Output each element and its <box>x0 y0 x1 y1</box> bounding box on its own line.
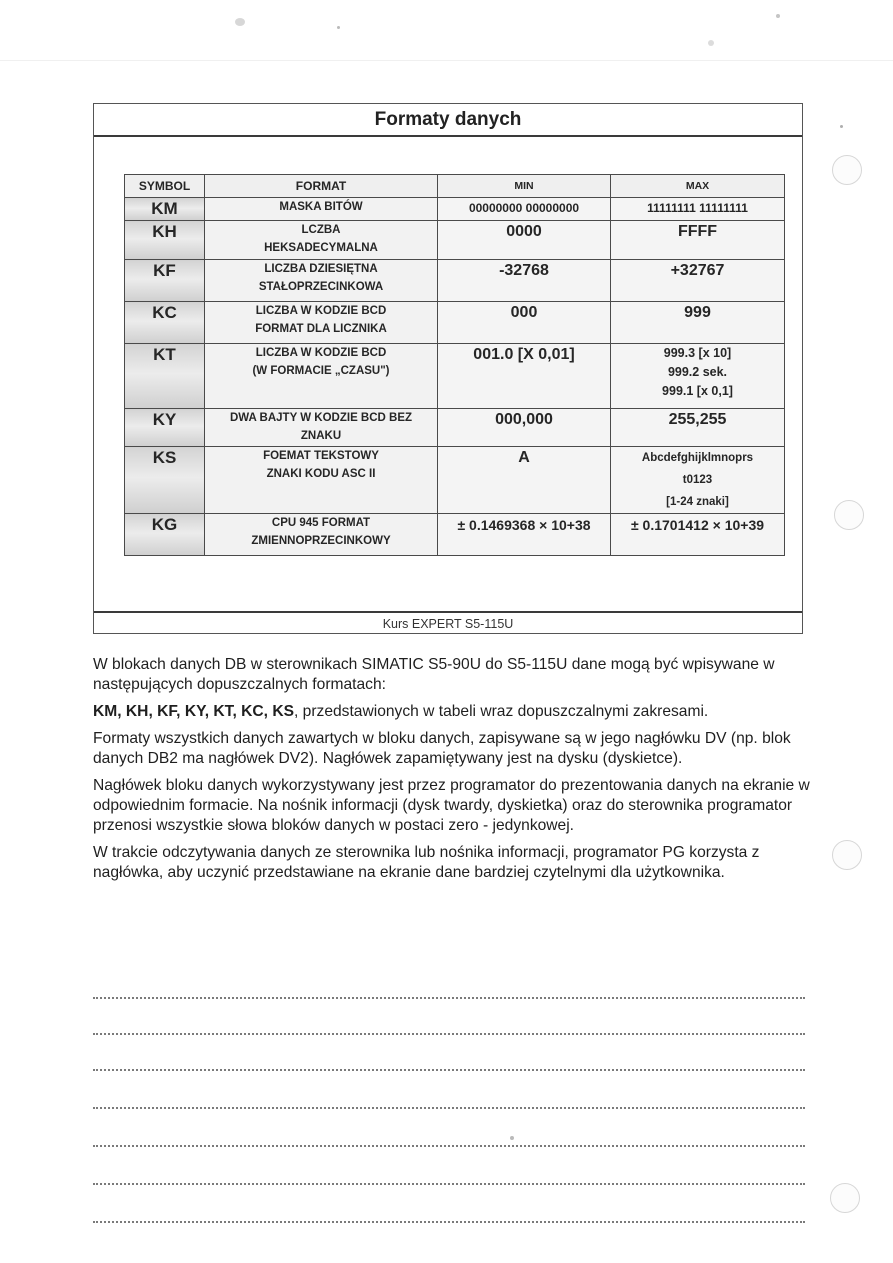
format-cell-line: (W FORMACIE „CZASU") <box>252 365 390 377</box>
max-cell-line: 999.3 [x 10] <box>663 346 732 360</box>
symbol-cell-line: KH <box>152 222 177 241</box>
max-cell-line: FFFF <box>677 223 718 240</box>
format-cell-line: HEKSADECYMALNA <box>264 242 378 254</box>
format-cell-line: LICZBA W KODZIE BCD <box>255 347 387 359</box>
format-cell-line: LCZBA <box>301 224 341 236</box>
format-cell-line: LICZBA W KODZIE BCD <box>255 305 387 317</box>
min-cell-line: 000 <box>510 304 538 321</box>
paragraph: W blokach danych DB w sterownikach SIMATIC S5-90U do S5-115U dane mogą być wpisywane w następujących dopuszczalnych formatach: <box>93 656 775 693</box>
format-cell-line: CPU 945 FORMAT <box>271 517 371 529</box>
scan-edge <box>0 0 893 61</box>
symbol-cell-line: KS <box>152 448 177 467</box>
min-cell <box>438 260 611 302</box>
max-cell-line: ± 0.1701412 × 10+39 <box>630 517 765 533</box>
table-body <box>125 198 785 556</box>
punch-hole <box>830 1183 860 1213</box>
table-row <box>125 409 785 447</box>
max-cell <box>611 514 785 556</box>
max-cell-line: Abcdefghijklmnoprs <box>641 452 754 464</box>
min-cell <box>438 447 611 514</box>
paragraph: Nagłówek bloku danych wykorzystywany jest przez programator do prezentowania danych na ekranie w odpowiednim formacie. Na nośnik informacji (dysk twardy, dyskietka) oraz do sterownika programator przenosi wszystkie słowa bloków danych w postaci zero - jedynkowej. <box>93 777 810 834</box>
format-list: KM, KH, KF, KY, KT, KC, KS <box>93 703 294 720</box>
format-cell <box>205 514 438 556</box>
body-text <box>93 655 813 890</box>
box-title: Formaty danych <box>94 104 802 137</box>
symbol-cell-line: KG <box>151 515 178 534</box>
format-cell <box>205 344 438 409</box>
format-cell <box>205 447 438 514</box>
data-formats-box <box>93 103 803 634</box>
symbol-cell <box>125 302 205 344</box>
min-cell <box>438 409 611 447</box>
max-cell <box>611 409 785 447</box>
symbol-cell <box>125 409 205 447</box>
paragraph-rest: , przedstawionych w tabeli wraz dopuszczalnymi zakresami. <box>294 703 709 720</box>
min-cell-line: ± 0.1469368 × 10+38 <box>457 517 591 533</box>
scan-speck <box>776 14 780 18</box>
symbol-cell <box>125 344 205 409</box>
symbol-cell-line: KM <box>151 199 178 218</box>
max-cell <box>611 221 785 260</box>
max-cell-line: +32767 <box>670 262 725 279</box>
punch-hole <box>834 500 864 530</box>
format-cell-line: ZNAKU <box>300 430 342 442</box>
table-row <box>125 514 785 556</box>
symbol-cell-line: KY <box>152 410 177 429</box>
format-cell-line: FOEMAT TEKSTOWY <box>263 450 379 462</box>
note-line <box>93 1221 805 1223</box>
min-cell <box>438 514 611 556</box>
note-line <box>93 1183 805 1185</box>
max-cell-line: 999.1 [x 0,1] <box>662 384 733 398</box>
scan-speck <box>840 125 843 128</box>
symbol-cell <box>125 514 205 556</box>
note-line <box>93 1069 805 1071</box>
note-line <box>93 1033 805 1035</box>
format-cell-line: ZMIENNOPRZECINKOWY <box>251 535 391 547</box>
format-cell-line: DWA BAJTY W KODZIE BCD BEZ <box>229 412 413 424</box>
symbol-cell <box>125 447 205 514</box>
scan-speck <box>337 26 340 29</box>
header-format: FORMAT <box>205 175 438 198</box>
note-line <box>93 1145 805 1147</box>
scan-speck <box>235 18 245 26</box>
min-cell-line: 0000 <box>506 223 542 240</box>
min-cell <box>438 302 611 344</box>
max-cell <box>611 447 785 514</box>
punch-hole <box>832 840 862 870</box>
min-cell-line: 00000000 00000000 <box>468 201 580 215</box>
table-row <box>125 302 785 344</box>
footer-rule <box>94 611 802 613</box>
format-cell <box>205 302 438 344</box>
symbol-cell <box>125 198 205 221</box>
box-footer: Kurs EXPERT S5-115U <box>382 617 514 631</box>
min-cell-line: A <box>518 449 530 466</box>
paragraph <box>93 702 813 722</box>
table-row <box>125 221 785 260</box>
min-cell-line: 001.0 [X 0,01] <box>473 346 575 363</box>
header-min: MIN <box>438 175 611 198</box>
max-cell <box>611 198 785 221</box>
format-cell-line: FORMAT DLA LICZNIKA <box>255 323 387 335</box>
max-cell-line: 999 <box>684 304 711 321</box>
symbol-cell-line: KC <box>152 303 177 322</box>
table-row <box>125 447 785 514</box>
format-cell <box>205 409 438 447</box>
note-line <box>93 1107 805 1109</box>
min-cell-line: -32768 <box>499 262 549 279</box>
format-cell-line: LICZBA DZIESIĘTNA <box>264 263 378 275</box>
table-row <box>125 198 785 221</box>
max-cell-line: t0123 <box>682 474 713 486</box>
format-cell-line: MASKA BITÓW <box>279 201 363 213</box>
symbol-cell-line: KT <box>153 345 176 364</box>
formats-table <box>124 174 785 556</box>
max-cell-line: 11111111 11111111 <box>647 201 748 215</box>
symbol-cell <box>125 260 205 302</box>
format-cell-line: STAŁOPRZECINKOWA <box>258 281 384 293</box>
min-cell <box>438 221 611 260</box>
max-cell <box>611 260 785 302</box>
symbol-cell-line: KF <box>153 261 176 280</box>
format-cell <box>205 221 438 260</box>
punch-hole <box>832 155 862 185</box>
max-cell <box>611 302 785 344</box>
table-row <box>125 344 785 409</box>
min-cell-line: 000,000 <box>495 411 553 428</box>
header-symbol: SYMBOL <box>125 175 205 198</box>
max-cell-line: 255,255 <box>668 411 727 428</box>
format-cell-line: ZNAKI KODU ASC II <box>266 468 376 480</box>
scan-speck <box>510 1136 514 1140</box>
format-cell <box>205 260 438 302</box>
max-cell-line: [1-24 znaki] <box>666 496 729 508</box>
paragraph: W trakcie odczytywania danych ze sterownika lub nośnika informacji, programator PG korzysta z nagłówka, aby uczynić przedstawiane na ekranie dane bardziej czytelnymi dla użytkownika. <box>93 844 760 881</box>
table-row <box>125 260 785 302</box>
format-cell <box>205 198 438 221</box>
note-line <box>93 997 805 999</box>
max-cell <box>611 344 785 409</box>
header-max: MAX <box>611 175 785 198</box>
min-cell <box>438 198 611 221</box>
symbol-cell <box>125 221 205 260</box>
scan-speck <box>708 40 714 46</box>
max-cell-line: 999.2 sek. <box>667 365 728 379</box>
paragraph: Formaty wszystkich danych zawartych w bloku danych, zapisywane są w jego nagłówku DV (np. blok danych DB2 ma nagłówek DV2). Nagłówek zapamiętywany jest na dysku (dyskietce). <box>93 730 791 767</box>
min-cell <box>438 344 611 409</box>
table-header-row <box>125 175 785 198</box>
